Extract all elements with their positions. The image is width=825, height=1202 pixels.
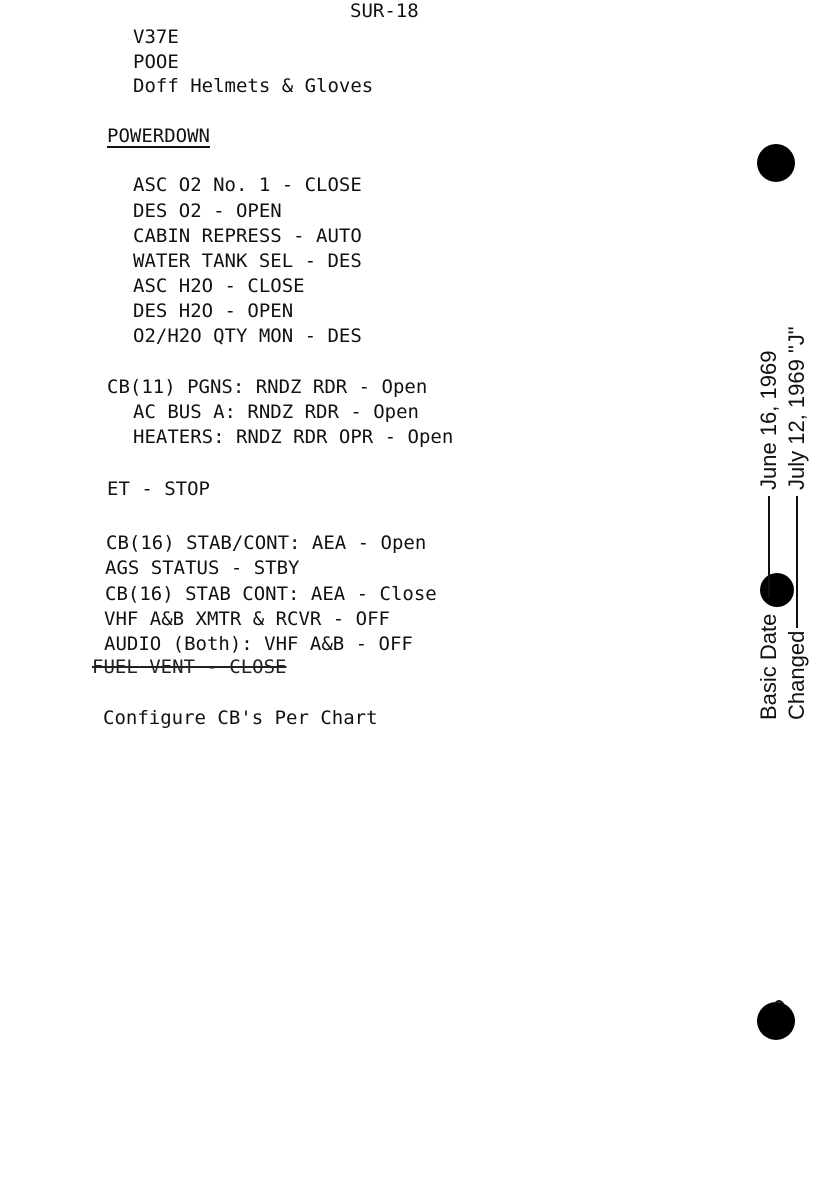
- et-stop-line: ET - STOP: [107, 478, 210, 500]
- cb16-item: AGS STATUS - STBY: [105, 557, 300, 579]
- changed-label: Changed: [784, 630, 809, 720]
- checklist-line-v37e: V37E: [133, 26, 179, 48]
- cb16-item: VHF A&B XMTR & RCVR - OFF: [104, 608, 390, 630]
- basic-date-label: Basic Date: [756, 613, 781, 720]
- cb16-item: AUDIO (Both): VHF A&B - OFF: [104, 633, 413, 655]
- configure-cb-line: Configure CB's Per Chart: [103, 707, 378, 729]
- cb11-item: HEATERS: RNDZ RDR OPR - Open: [133, 426, 454, 448]
- hole-punch-top: [757, 144, 795, 182]
- hole-punch-bottom: [757, 1002, 795, 1040]
- checklist-line-pooe: POOE: [133, 51, 179, 73]
- powerdown-item: DES O2 - OPEN: [133, 200, 282, 222]
- powerdown-heading: POWERDOWN: [107, 125, 210, 147]
- powerdown-item: O2/H2O QTY MON - DES: [133, 325, 362, 347]
- margin-mark: [772, 992, 786, 1002]
- powerdown-item: CABIN REPRESS - AUTO: [133, 225, 362, 247]
- powerdown-item: ASC H2O - CLOSE: [133, 275, 305, 297]
- powerdown-item: ASC O2 No. 1 - CLOSE: [133, 174, 362, 196]
- basic-date-value: June 16, 1969: [756, 350, 781, 490]
- cb16-item: CB(16) STAB/CONT: AEA - Open: [106, 532, 427, 554]
- cb11-item: CB(11) PGNS: RNDZ RDR - Open: [107, 376, 428, 398]
- changed-date-value: July 12, 1969 "J": [784, 326, 809, 490]
- page-number-header: SUR-18: [350, 0, 419, 22]
- revision-date-stamp: [752, 290, 822, 730]
- powerdown-item: DES H2O - OPEN: [133, 300, 294, 322]
- powerdown-item: WATER TANK SEL - DES: [133, 250, 362, 272]
- cb11-item: AC BUS A: RNDZ RDR - Open: [133, 401, 419, 423]
- cb16-item: CB(16) STAB CONT: AEA - Close: [105, 583, 437, 605]
- struck-fuel-vent-line: FUEL VENT - CLOSE: [92, 656, 287, 678]
- checklist-line-doff: Doff Helmets & Gloves: [133, 75, 374, 97]
